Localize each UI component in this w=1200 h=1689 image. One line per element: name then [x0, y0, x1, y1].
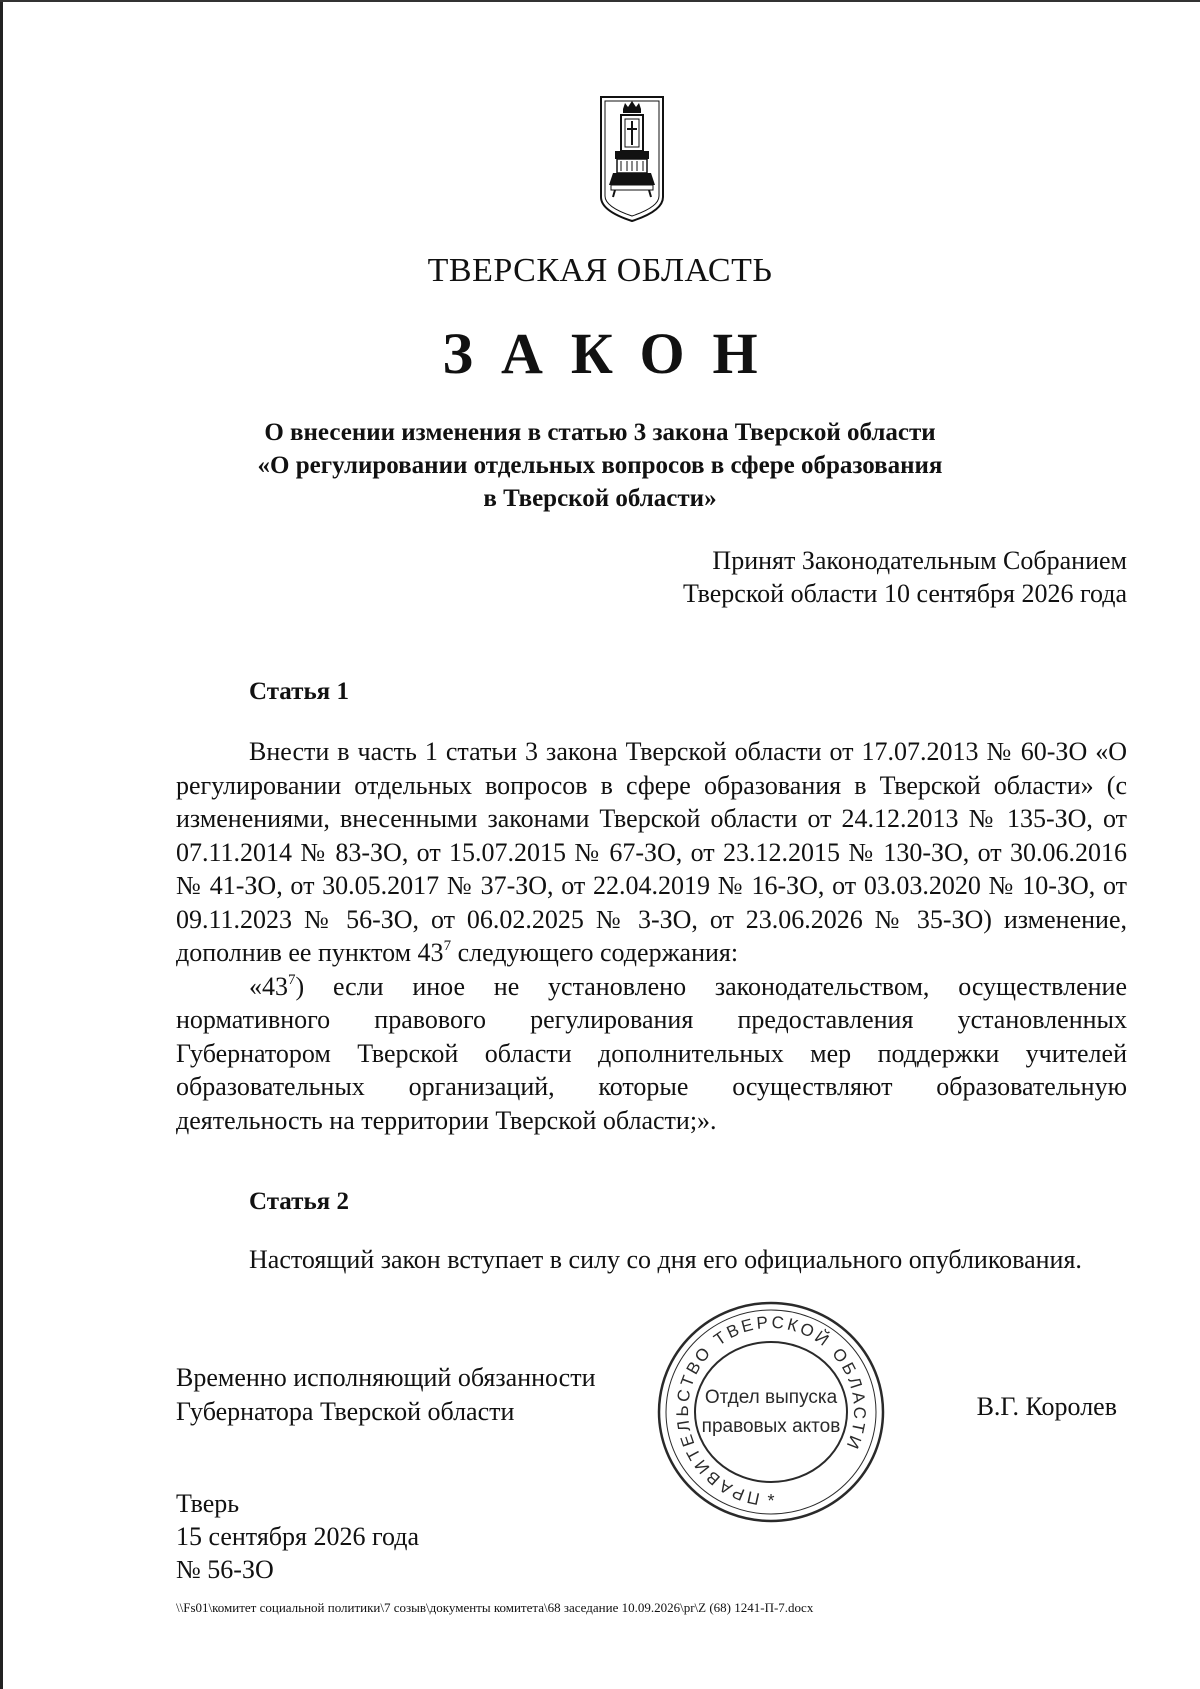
coat-of-arms-emblem	[597, 93, 667, 225]
city: Тверь	[176, 1489, 240, 1518]
signatory-position-line: Временно исполняющий обязанности	[176, 1363, 596, 1392]
stamp-center-line: Отдел выпуска	[704, 1387, 838, 1408]
place-and-date	[176, 1487, 419, 1586]
law-title	[0, 416, 1200, 515]
stamp-ring-text: ПРАВИТЕЛЬСТВО ТВЕРСКОЙ ОБЛАСТИ	[672, 1312, 870, 1509]
document-type: ЗАКОН	[442, 321, 786, 386]
signatory-position	[176, 1361, 596, 1429]
adoption-line: Тверской области 10 сентября 2026 года	[683, 579, 1127, 608]
law-number: № 56-ЗО	[176, 1555, 274, 1584]
law-title-line: «О регулировании отдельных вопросов в сфере образования	[257, 452, 943, 479]
file-path-footer: \\Fs01\комитет социальной политики\7 созыв\документы комитета\68 заседание 10.09.2026\pr\Z (68) 1241-П-7.docx	[176, 1600, 814, 1615]
adoption-line: Принят Законодательным Собранием	[712, 546, 1127, 575]
stamp-center-line: правовых актов	[701, 1416, 841, 1437]
signing-date: 15 сентября 2026 года	[176, 1522, 420, 1551]
article-1-body	[176, 735, 1127, 1137]
article-1-paragraph: «$43^7$) если иное не установлено законодательством, осуществление нормативного правового регулирования предоставления установленных Губернатором Тверской области дополнительных мер поддержки учителей образовательных организаций, которые осуществляют образовательную деятельность на территории Тверской области;».	[176, 971, 1127, 1135]
article-2-paragraph: Настоящий закон вступает в силу со дня его официального опубликования.	[249, 1245, 1082, 1274]
article-1-paragraph: Внести в часть 1 статьи 3 закона Тверской области от 17.07.2013 № 60-ЗО «О регулировании отдельных вопросов в сфере образования в Тверской области» (с изменениями, внесенными законами Тверской области от 24.12.2013 № 135-ЗО, от 07.11.2014 № 83-ЗО, от 15.07.2015 № 67-ЗО, от 23.12.2015 № 130-ЗО, от 30.06.2016 № 41-ЗО, от 30.05.2017 № 37-ЗО, от 22.04.2019 № 16-ЗО, от 03.03.2020 № 10-ЗО, от 09.11.2023 № 56-ЗО, от 06.02.2025 № 3-ЗО, от 23.06.2026 № 35-ЗО) изменение, дополнив ее пунктом $43^7$ следующего содержания:	[176, 737, 1127, 967]
stamp-star: *	[767, 1491, 775, 1511]
article-2-body	[176, 1243, 1127, 1277]
region-name: ТВЕРСКАЯ ОБЛАСТЬ	[427, 252, 773, 289]
adoption-note	[527, 544, 1127, 610]
official-stamp	[654, 1298, 888, 1526]
signatory-name: В.Г. Королев	[976, 1392, 1117, 1421]
page-edge	[0, 0, 1200, 2]
signatory-position-line: Губернатора Тверской области	[176, 1397, 515, 1426]
article-2-heading: Статья 2	[249, 1188, 349, 1215]
law-title-line: О внесении изменения в статью 3 закона Тверской области	[264, 419, 936, 446]
law-title-line: в Тверской области»	[483, 485, 717, 512]
article-1-heading: Статья 1	[249, 678, 349, 705]
